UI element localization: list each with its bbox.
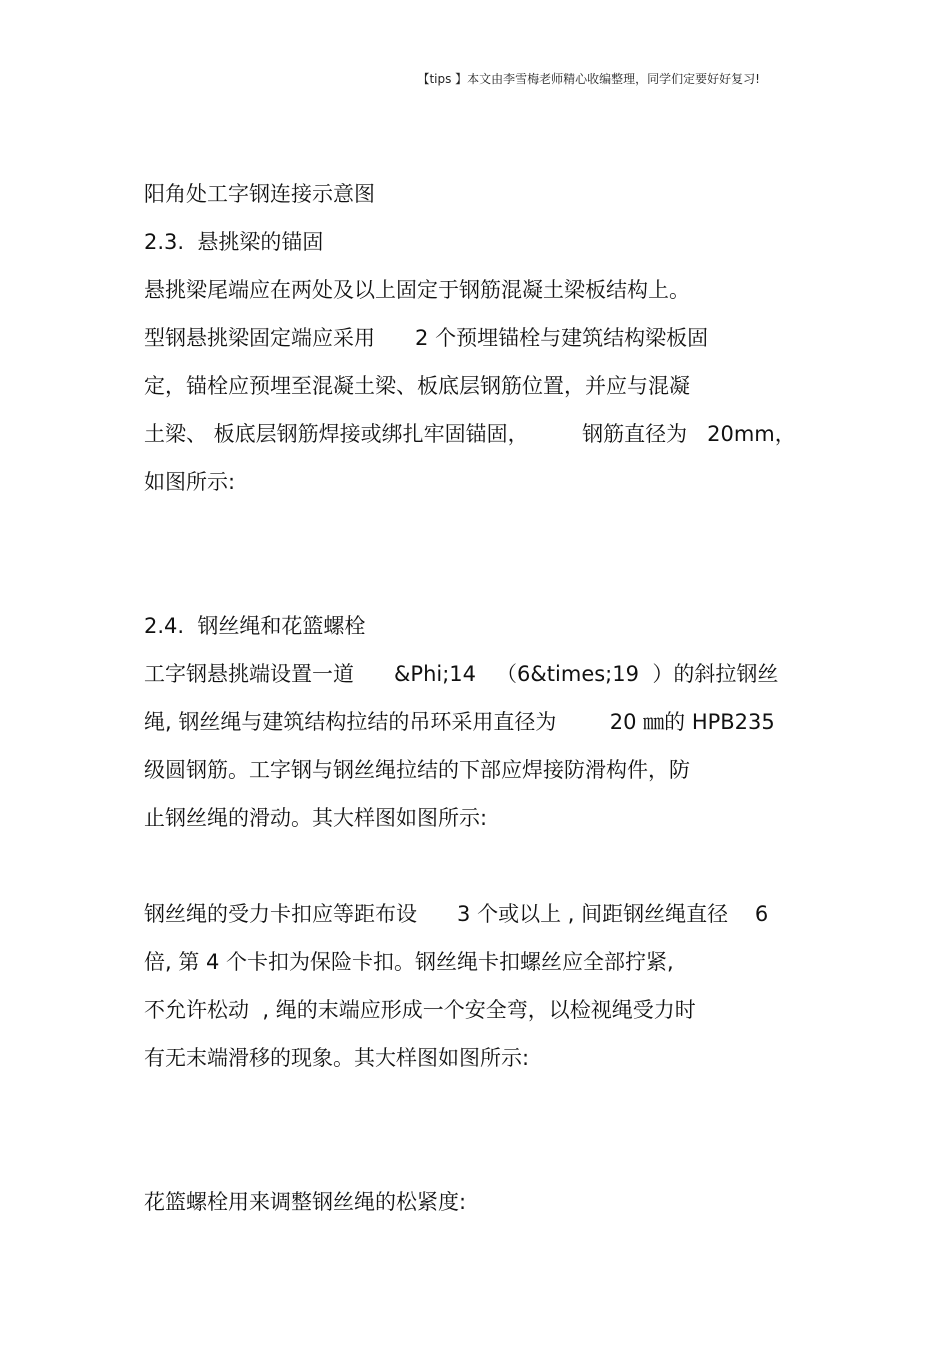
paragraph-line: 如图所示: xyxy=(144,470,236,494)
paragraph-line: 不允许松动 , 绳的末端应形成一个安全弯，以检视绳受力时 xyxy=(144,998,696,1022)
paragraph-line: 工字钢悬挑端设置一道 &Phi;14 （6&times;19 ）的斜拉钢丝 xyxy=(144,662,779,686)
paragraph-line: 倍, 第 4 个卡扣为保险卡扣。钢丝绳卡扣螺丝应全部拧紧, xyxy=(144,950,674,974)
paragraph-line: 绳, 钢丝绳与建筑结构拉结的吊环采用直径为 20 ㎜的 HPB235 xyxy=(144,710,775,734)
paragraph-line: 花篮螺栓用来调整钢丝绳的松紧度: xyxy=(144,1190,467,1214)
paragraph-line: 型钢悬挑梁固定端应采用 2 个预埋锚栓与建筑结构梁板固 xyxy=(144,326,709,350)
header-tip: 【tips 】本文由李雪梅老师精心收编整理，同学们定要好好复习! xyxy=(417,72,760,86)
figure-caption: 阳角处工字钢连接示意图 xyxy=(144,182,375,206)
paragraph-line: 止钢丝绳的滑动。其大样图如图所示: xyxy=(144,806,488,830)
paragraph-line: 定，锚栓应预埋至混凝土梁、板底层钢筋位置，并应与混凝 xyxy=(144,374,690,398)
paragraph-line: 土梁、 板底层钢筋焊接或绑扎牢固锚固， 钢筋直径为 20mm， xyxy=(144,422,796,446)
paragraph-line: 钢丝绳的受力卡扣应等距布设 3 个或以上 , 间距钢丝绳直径 6 xyxy=(144,902,769,926)
paragraph-line: 有无末端滑移的现象。其大样图如图所示: xyxy=(144,1046,530,1070)
section-heading-2-3: 2.3. 悬挑梁的锚固 xyxy=(144,230,324,254)
paragraph-line: 悬挑梁尾端应在两处及以上固定于钢筋混凝土梁板结构上。 xyxy=(144,278,690,302)
paragraph-line: 级圆钢筋。工字钢与钢丝绳拉结的下部应焊接防滑构件，防 xyxy=(144,758,690,782)
section-heading-2-4: 2.4. 钢丝绳和花篮螺栓 xyxy=(144,614,366,638)
